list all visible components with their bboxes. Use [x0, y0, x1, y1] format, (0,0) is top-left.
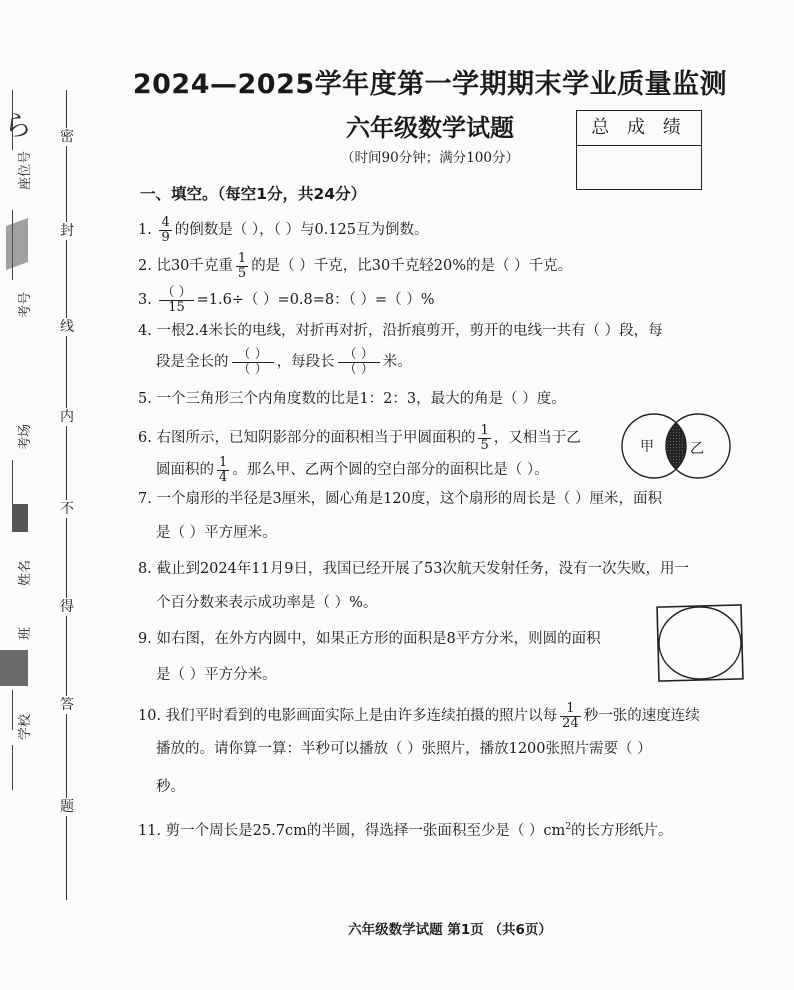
seal-char: 密	[60, 129, 74, 145]
redaction-blot	[0, 650, 28, 686]
question-9-line2: 是（ ）平方分米。	[156, 667, 277, 683]
fraction: $\frac{4}{9}$	[161, 215, 170, 245]
exam-subject-title: 六年级数学试题	[346, 114, 514, 142]
question-number: 3.	[138, 292, 152, 309]
total-score-box	[576, 110, 702, 190]
circle-b-label: 乙	[690, 441, 704, 457]
fraction: $\frac{( )}{15}$	[161, 285, 192, 315]
binding-line	[66, 90, 67, 900]
circle-a-label: 甲	[640, 439, 654, 455]
question-7-line1: 7. 一个扇形的半径是3厘米，圆心角是120度，这个扇形的周长是（ ）厘米，面积	[138, 491, 662, 507]
school-label: 学校	[18, 713, 33, 740]
question-6-line1: 6. 右图所示，已知阴影部分的面积相当于甲圆面积的 $\frac{1}{5}$ ，又相当于乙	[138, 423, 581, 453]
section-heading: 一、填空。（每空1分，共24分）	[140, 185, 367, 203]
seal-char: 题	[60, 799, 74, 815]
seal-char: 得	[60, 599, 74, 615]
redaction-blot	[6, 218, 28, 270]
question-9-line1: 9. 如右图，在外方内圆中，如果正方形的面积是8平方分米，则圆的面积	[138, 631, 601, 647]
exam-title: 2024—2025学年度第一学期期末学业质量监测	[132, 69, 728, 100]
seat-number-label: 座位号	[18, 150, 33, 190]
question-11: 11. 剪一个周长是25.7cm的半圆，得选择一张面积至少是（ ）$cm^2$的长方形纸片。	[138, 822, 673, 839]
square-circle-figure	[652, 602, 748, 684]
blank-fraction: $\frac{( )}{( )}$	[232, 348, 274, 376]
seal-char: 不	[60, 501, 74, 517]
question-text: 的是（ ）千克，比30千克轻20%的是（ ）千克。	[251, 258, 573, 275]
class-label: 班	[18, 626, 33, 640]
fraction: $\frac{1}{5}$	[480, 423, 489, 453]
question-8-line1: 8. 截止到2024年11月9日，我国已经开展了53次航天发射任务，没有一次失败，用一	[138, 561, 689, 577]
fraction: $\frac{1}{4}$	[219, 455, 228, 485]
seal-char: 答	[60, 697, 74, 713]
name-label: 姓名	[18, 559, 33, 586]
seal-char: 封	[60, 223, 74, 239]
handwriting-mark: ら	[4, 109, 33, 142]
blank-fraction: $\frac{( )}{( )}$	[338, 348, 380, 376]
page-footer: 六年级数学试题 第1页 （共6页）	[348, 922, 552, 938]
inner-circle	[659, 607, 741, 679]
question-text: 的倒数是（ ），（ ）与0.125互为倒数。	[174, 222, 429, 239]
class-underline	[12, 690, 13, 730]
question-8-line2: 个百分数来表示成功率是（ ）%。	[156, 595, 378, 611]
overlapping-circles-figure	[612, 410, 742, 482]
question-4-line2: 段是全长的 $\frac{( )}{( )}$ ，每段长 $\frac{( )}{( )}$ 米。	[156, 347, 412, 377]
question-10-line3: 秒。	[156, 779, 185, 795]
exam-number-label: 考号	[18, 291, 33, 318]
question-7-line2: 是（ ）平方厘米。	[156, 525, 277, 541]
question-10-line1: 10. 我们平时看到的电影画面实际上是由许多连续拍摄的照片以每 $\frac{1}{24}$ 秒一张的速度连续	[138, 701, 700, 731]
fraction: $\frac{1}{24}$	[562, 701, 579, 731]
fraction: $\frac{1}{5}$	[237, 251, 247, 281]
question-5: 5. 一个三角形三个内角度数的比是1：2：3，最大的角是（ ）度。	[138, 391, 566, 407]
exam-room-label: 考场	[18, 423, 33, 450]
total-score-label: 总 成 绩	[577, 111, 701, 146]
question-2	[138, 252, 572, 280]
question-text: 2. 比30千克重	[138, 258, 233, 275]
question-4-line1: 4. 一根2.4米长的电线，对折再对折，沿折痕剪开，剪开的电线一共有（ ）段，每	[138, 323, 663, 339]
exam-duration-note: （时间90分钟；满分100分）	[341, 150, 519, 166]
outer-square	[657, 605, 743, 681]
redaction-blot	[12, 504, 28, 532]
seal-char: 内	[60, 409, 74, 425]
question-text: =1.6÷（ ）=0.8=8：（ ）=（ ）%	[196, 292, 435, 309]
question-6-line2: 圆面积的 $\frac{1}{4}$ 。那么甲、乙两个圆的空白部分的面积比是（ ）。	[156, 455, 549, 485]
question-number: 1.	[138, 222, 152, 239]
seal-char: 线	[60, 319, 74, 335]
question-3	[138, 286, 435, 314]
school-underline	[12, 745, 13, 790]
question-1	[138, 216, 428, 244]
question-10-line2: 播放的。请你算一算：半秒可以播放（ ）张照片，播放1200张照片需要（ ）	[156, 741, 652, 757]
